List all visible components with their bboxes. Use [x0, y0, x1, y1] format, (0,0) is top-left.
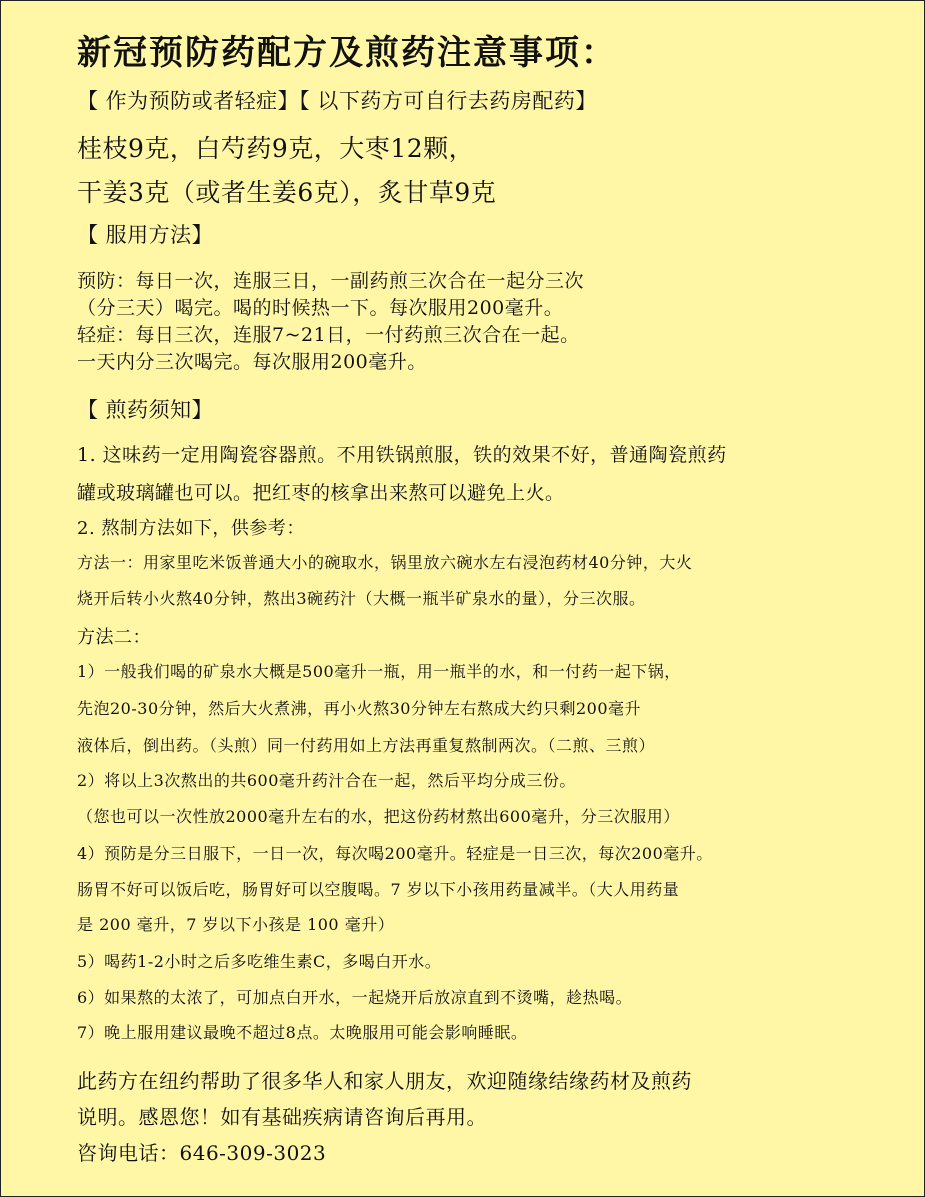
subtitle: 【 作为预防或者轻症】【 以下药方可自行去药房配药】	[77, 89, 597, 113]
usage-line: 一天内分三次喝完。每次服用200毫升。	[77, 351, 427, 373]
closing-line: 此药方在纽约帮助了很多华人和家人朋友，欢迎随缘结缘药材及煎药	[77, 1069, 692, 1093]
method-2-line: 肠胃不好可以饭后吃，肠胃好可以空腹喝。7 岁以下小孩用药量减半。（大人用药量	[77, 880, 680, 899]
method-2-line: 2）将以上3次熬出的共600毫升药汁合在一起，然后平均分成三份。	[77, 771, 576, 790]
formula-line-2: 干姜3克（或者生姜6克），炙甘草9克	[77, 178, 497, 207]
method-1-line: 方法一：用家里吃米饭普通大小的碗取水，锅里放六碗水左右浸泡药材40分钟，大火	[77, 553, 693, 572]
method-2-heading: 方法二：	[77, 627, 151, 648]
method-2-line: 先泡20-30分钟，然后大火煮沸，再小火熬30分钟左右熬成大约只剩200毫升	[77, 699, 642, 718]
method-2-line: 1）一般我们喝的矿泉水大概是500毫升一瓶，用一瓶半的水，和一付药一起下锅，	[77, 662, 681, 681]
method-2-line: 4）预防是分三日服下，一日一次，每次喝200毫升。轻症是一日三次，每次200毫升。	[77, 844, 713, 863]
method-2-line: 6）如果熬的太浓了，可加点白开水，一起烧开后放凉直到不烫嘴，趁热喝。	[77, 988, 633, 1007]
note-item-1: 罐或玻璃罐也可以。把红枣的核拿出来熬可以避免上火。	[77, 482, 565, 504]
page-title: 新冠预防药配方及煎药注意事项：	[77, 33, 617, 73]
contact-phone: 咨询电话：646-309-3023	[77, 1141, 327, 1165]
usage-line: 预防：每日一次，连服三日，一副药煎三次合在一起分三次	[77, 270, 585, 292]
closing-line: 说明。感恩您！如有基础疾病请咨询后再用。	[77, 1105, 487, 1129]
method-2-line: 液体后，倒出药。（头煎）同一付药用如上方法再重复熬制两次。（二煎、三煎）	[77, 736, 656, 755]
method-1-line: 烧开后转小火熬40分钟，熬出3碗药汁（大概一瓶半矿泉水的量），分三次服。	[77, 589, 646, 608]
formula-line-1: 桂枝9克，白芍药9克，大枣12颗，	[77, 134, 475, 163]
note-item-2: 2. 熬制方法如下，供参考：	[77, 518, 305, 539]
note-item-1: 1. 这味药一定用陶瓷容器煎。不用铁锅煎服，铁的效果不好，普通陶瓷煎药	[77, 444, 727, 466]
method-2-line: 5）喝药1-2小时之后多吃维生素C，多喝白开水。	[77, 952, 442, 971]
usage-line: 轻症：每日三次，连服7~21日，一付药煎三次合在一起。	[77, 324, 580, 346]
method-2-line: （您也可以一次性放2000毫升左右的水，把这份药材熬出600毫升，分三次服用）	[77, 807, 680, 826]
method-2-line: 7）晚上服用建议最晚不超过8点。太晚服用可能会影响睡眠。	[77, 1023, 528, 1042]
notes-heading: 【 煎药须知】	[77, 398, 214, 422]
method-2-line: 是 200 毫升，7 岁以下小孩是 100 毫升）	[77, 915, 395, 934]
usage-line: （分三天）喝完。喝的时候热一下。每次服用200毫升。	[77, 297, 564, 319]
usage-heading: 【 服用方法】	[77, 223, 214, 247]
